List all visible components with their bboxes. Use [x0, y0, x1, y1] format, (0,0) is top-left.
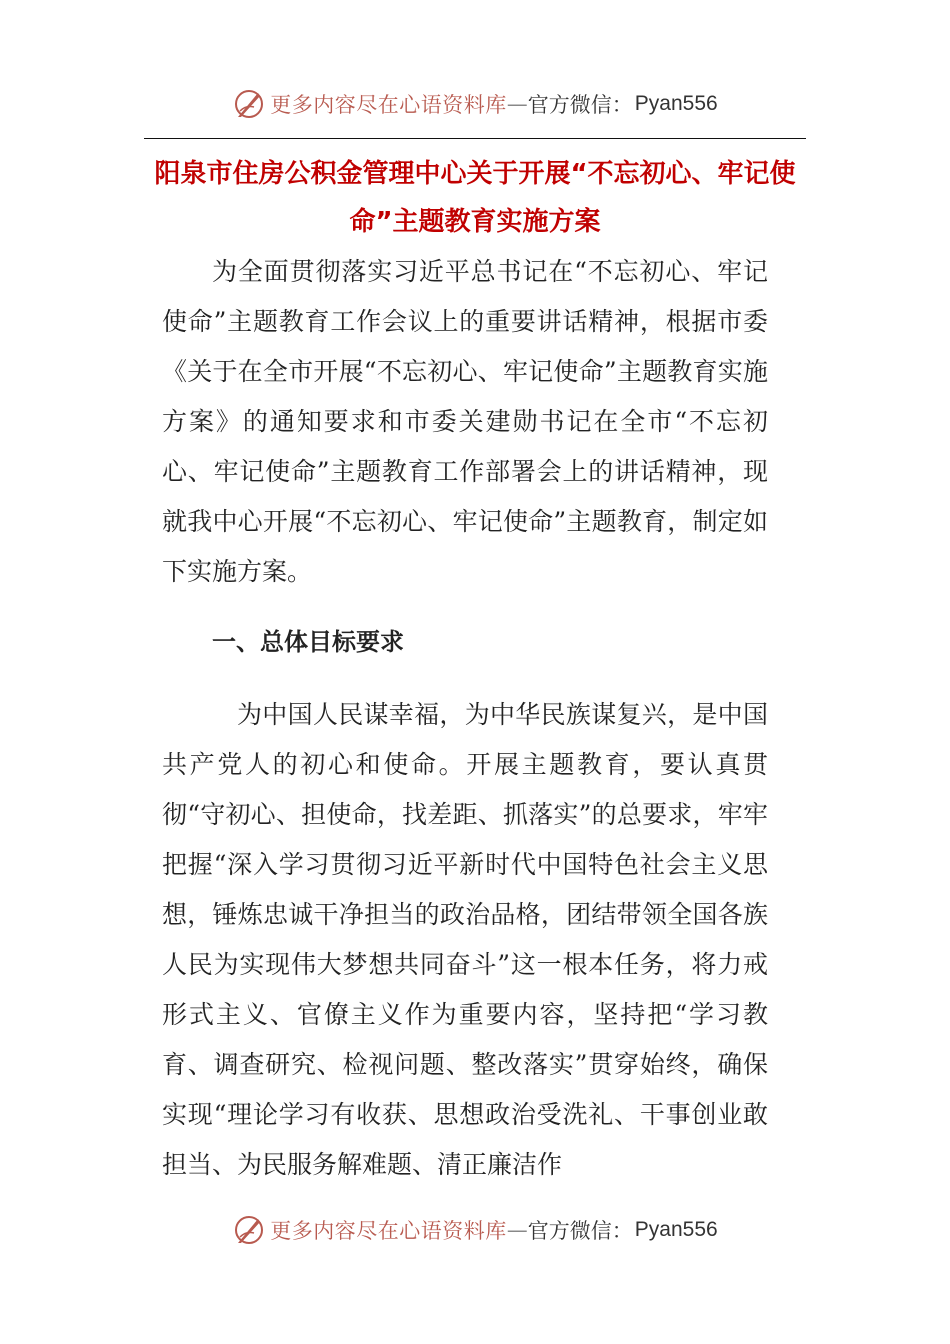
banner-wechat-label: 官方微信： [527, 1219, 633, 1243]
section-paragraph: 为中国人民谋幸福，为中华民族谋复兴，是中国共产党人的初心和使命。开展主题教育，要认真贯彻“守初心、担使命，找差距、抓落实”的总要求，牢牢把握“深入学习贯彻习近平新时代中国特色社会主义思想，锤炼忠诚干净担当的政治品格，团结带领全国各族人民为实现伟大梦想共同奋斗”这一根本任务，将力戒形式主义、官僚主义作为重要内容，坚持把“学习教育、调查研究、检视问题、整改落实”贯穿始终，确保实现“理论学习有收获、思想政治受洗礼、干事创业敢担当、为民服务解难题、清正廉洁作 [162, 700, 768, 1179]
banner-dash: — [506, 92, 528, 116]
banner-wechat-id: Pyan556 [634, 92, 718, 115]
quill-pen-logo-icon [232, 1213, 266, 1247]
header-watermark-banner [0, 84, 950, 124]
banner-text: 更多内容尽在心语资料库 [270, 1219, 507, 1243]
quill-pen-logo-icon [232, 87, 266, 121]
banner-text: 更多内容尽在心语资料库 [270, 93, 507, 117]
banner-dash: — [506, 1218, 528, 1242]
banner-wechat-id: Pyan556 [634, 1218, 718, 1241]
banner-wechat-label: 官方微信： [527, 93, 633, 117]
document-title: 阳泉市住房公积金管理中心关于开展“不忘初心、牢记使命”主题教育实施方案 [154, 159, 796, 237]
footer-watermark-banner [0, 1210, 950, 1250]
header-divider [144, 138, 806, 139]
intro-paragraph: 为全面贯彻落实习近平总书记在“不忘初心、牢记使命”主题教育工作会议上的重要讲话精神，根据市委《关于在全市开展“不忘初心、牢记使命”主题教育实施方案》的通知要求和市委关建勋书记在全市“不忘初心、牢记使命”主题教育工作部署会上的讲话精神，现就我中心开展“不忘初心、牢记使命”主题教育，制定如下实施方案。 [162, 257, 768, 586]
section-heading: 一、总体目标要求 [212, 628, 404, 656]
